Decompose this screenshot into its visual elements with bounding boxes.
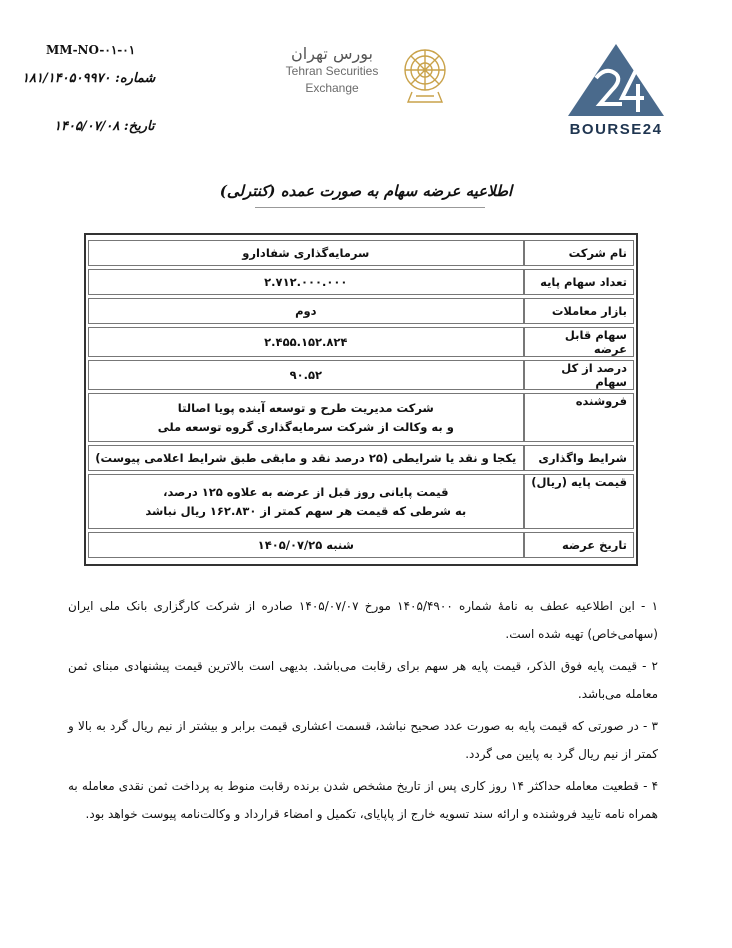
row-label: تاریخ عرضه [524,532,634,558]
offering-table-body [88,240,634,558]
row-label: فروشنده [524,393,634,442]
row-label: شرایط واگذاری [524,445,634,471]
row-value-line: به شرطی که قیمت هر سهم کمتر از ۱۶۲.۸۳۰ ریال نباشد [145,503,467,518]
row-value [88,393,524,442]
row-value-line: ۲.۷۱۲.۰۰۰.۰۰۰ [264,274,348,289]
note-item: ۱ - این اطلاعیه عطف به نامهٔ شماره ۱۴۰۵/۴۹۰۰ مورخ ۱۴۰۵/۰۷/۰۷ صادره از شرکت کارگزاری بانک ملی ایران (سهامی‌خاص) تهیه شده است. [68,599,659,641]
tse-name-fa: بورس تهران [291,44,373,63]
table-row [88,393,634,442]
row-label: نام شرکت [524,240,634,266]
note-item: ۳ - در صورتی که قیمت پایه به صورت عدد صحیح نباشد، قسمت اعشاری قیمت برابر و بیشتر از نیم ریال گرد به بالا و کمتر از نیم ریال گرد به پایین می گردد. [68,719,658,761]
registration-number: شماره: ۱۸۱/۱۴۰۵۰۹۹۷۰ [22,71,156,86]
row-label: تعداد سهام پایه [524,269,634,295]
note-item: ۲ - قیمت پایه فوق الذکر، قیمت پایه هر سهم برای رقابت می‌باشد. بدیهی است بالاترین قیمت پیشنهادی مبنای ثمن معامله می‌باشد. [68,659,658,701]
row-value [88,269,524,295]
row-value-line: شرکت مدیریت طرح و توسعه آینده پویا اصالتا [177,400,434,415]
row-value-line: یکجا و نقد یا شرایطی (۲۵ درصد نقد و مابقی طبق شرایط اعلامی پیوست) [95,450,517,465]
title-divider [255,207,485,208]
row-value [88,474,524,529]
row-value-line: ۹۰.۵۲ [289,367,323,382]
row-value-line: ۲.۴۵۵.۱۵۲.۸۲۴ [264,334,348,349]
table-row [88,360,634,390]
bourse24-mark-icon [560,40,672,118]
row-label: قیمت پایه (ریال) [524,474,634,529]
row-value [88,532,524,558]
document-date: تاریخ: ۱۴۰۵/۰۷/۰۸ [54,119,155,134]
tse-emblem-icon [398,46,452,104]
notes-section [68,592,658,832]
row-value [88,360,524,390]
page-title: اطلاعیه عرضه سهام به صورت عمده (کنترلی) [219,182,513,200]
tse-logo [282,44,452,108]
row-value-line: و به وکالت از شرکت سرمایه‌گذاری گروه توسعه ملی [157,419,454,434]
table-row [88,532,634,558]
table-row [88,327,634,357]
bourse24-logo [560,40,672,140]
bourse24-wordmark: BOURSE24 [569,121,663,138]
table-row [88,445,634,471]
table-row [88,240,634,266]
reference-code: MM-NO-۰۱-۰۱ [46,43,136,57]
note-item: ۴ - قطعیت معامله حداکثر ۱۴ روز کاری پس از تاریخ مشخص شدن برنده رقابت منوط به پرداخت ثمن نقدی معامله به همراه نامه تایید فروشنده و ارائه سند تسویه خارج از پاپایای، تکمیل و امضاء قرارداد و وکالت‌نامه پیوست خواهد بود. [68,779,659,821]
row-value-line: سرمایه‌گذاری شفادارو [242,245,370,260]
row-value [88,445,524,471]
row-value [88,240,524,266]
row-label: سهام قابل عرضه [524,327,634,357]
row-value [88,327,524,357]
table-row [88,269,634,295]
row-label: بازار معاملات [524,298,634,324]
offering-table [84,233,638,566]
row-value-line: قیمت پایانی روز قبل از عرضه به علاوه ۱۲۵ درصد، [163,484,449,499]
table-row [88,298,634,324]
tse-wordmark [284,44,380,97]
row-value-line: شنبه ۱۴۰۵/۰۷/۲۵ [257,537,354,552]
row-value-line: دوم [295,303,317,318]
row-label: درصد از کل سهام [524,360,634,390]
row-value [88,298,524,324]
table-row [88,474,634,529]
tse-name-en-1: Tehran Securities [285,64,379,78]
tse-name-en-2: Exchange [305,81,359,95]
